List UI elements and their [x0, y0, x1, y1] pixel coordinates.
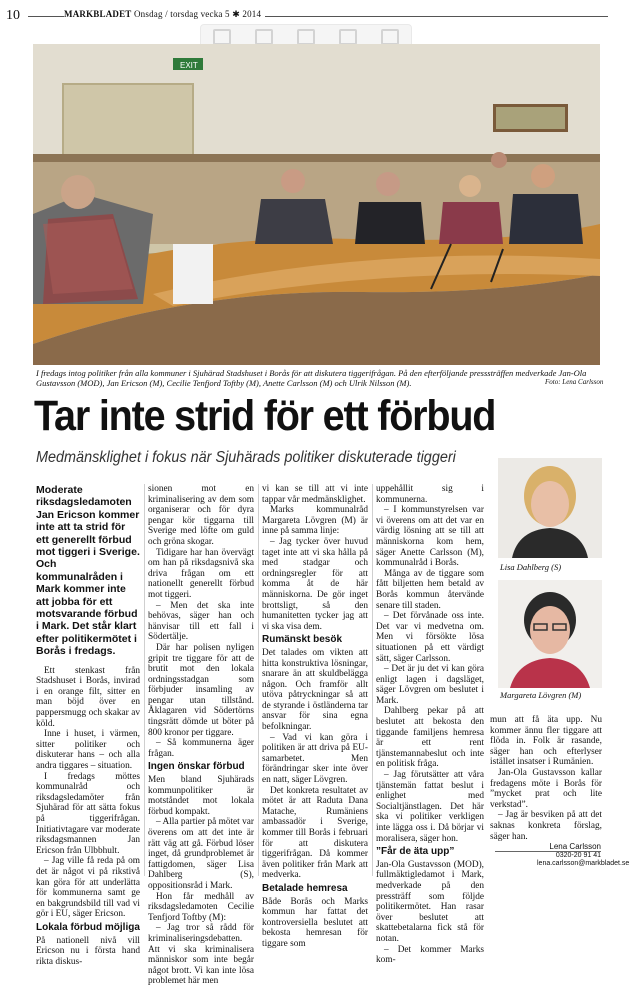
body-paragraph: – I kommunstyrelsen var vi överens om att det var en värdig lösning att se till att människorna kom hem, säger Anette Carlsson (M), kommunalråd i Borås.	[376, 505, 484, 569]
section-heading: Ingen önskar förbud	[148, 761, 245, 773]
photo-credit: Foto: Lena Carlsson	[545, 378, 604, 386]
body-paragraph: Men bland Sjuhärads kommunpolitiker är motståndet mot lokala förbud kompakt.	[148, 775, 254, 817]
column-divider	[258, 484, 259, 876]
body-paragraph: vi kan se till att vi inte tappar vår medmänsklighet.	[262, 484, 368, 505]
body-paragraph: – Alla partier på mötet var överens om att det inte är rätt väg att gå. Förbud löser inget, då grundproblemet är fattigdomen, säger Lisa Dahlberg (S), oppositionsråd i Mark.	[148, 817, 254, 891]
portrait-margareta-lovgren	[498, 580, 602, 688]
article-column-3	[262, 484, 368, 950]
layout-icon[interactable]	[297, 29, 315, 45]
headline: Tar inte strid för ett förbud	[34, 392, 496, 440]
body-paragraph: I fredags möttes kommunalråd och riksdagsledamöter från Sjuhärad för att sätta fokus på tiggerifrågan. Initiativtagare var moderate riksdagsmannen Jan Ericson från Ulbbhult.	[36, 771, 140, 856]
body-paragraph: uppehållit sig i kommunerna.	[376, 484, 484, 505]
portrait-lisa-dahlberg	[498, 458, 602, 558]
share-icon[interactable]	[339, 29, 357, 45]
masthead	[64, 9, 265, 20]
section-heading: Betalade hemresa	[262, 882, 348, 894]
body-paragraph: Där har polisen nyligen gripit tre tiggare för att de brutit mot den lokala ordningsstadgan som förbjuder insamling av pengar utan tillstånd. Åklagaren vid Södertörns tingsrätt dömde ut böter på 800 kronor per tiggare.	[148, 642, 254, 738]
body-paragraph: – Så kommunerna äger frågan.	[148, 738, 254, 759]
body-paragraph: Inne i huset, i värmen, sitter politiker och diskuterar hans – och alla andra tiggares – situation.	[36, 729, 140, 772]
author-email[interactable]: lena.carlsson@markbladet.se	[537, 860, 629, 867]
body-paragraph: Dahlberg pekar på att beslutet att bekosta den tiggande familjens hemresa är ett rent tjänstemannabeslut och inte en politisk fråga.	[376, 706, 484, 770]
subheadline: Medmänsklighet i fokus när Sjuhärads politiker diskuterade tiggeri	[36, 449, 456, 466]
page-number: 10	[6, 8, 20, 23]
body-paragraph: Hon får medhåll av riksdagsledamoten Cecilie Tenfjord Toftby (M):	[148, 891, 254, 923]
body-paragraph: – Jag förutsätter att våra tjänstemän fattat beslut i enlighet med Socialtjänstlagen. Det här ska vi politiker verkligen inte lägga oss i. Då börjar vi moralisera, säger hon.	[376, 770, 484, 844]
body-paragraph: Tidigare har han övervägt om han på riksdagsnivå ska driva frågan om ett nationellt generellt förbud mot tiggeri.	[148, 547, 254, 600]
body-paragraph: Jan-Ola Gustavsson kallar fredagens möte i Borås för ”mycket prat och lite verkstad”.	[490, 767, 602, 810]
portrait-caption: Margareta Lövgren (M)	[500, 690, 582, 700]
section-heading: Lokala förbud möjliga	[36, 921, 140, 933]
byline	[537, 842, 629, 869]
issue-date: Onsdag / torsdag vecka 5 ✱ 2014	[133, 9, 262, 19]
page-icon[interactable]	[213, 29, 231, 45]
portrait-caption: Lisa Dahlberg (S)	[500, 562, 562, 572]
body-paragraph: – Vad vi kan göra i politiken är att driva på EU-samarbetet. Men förändringar sker inte över en natt, säger Lövgren.	[262, 732, 368, 786]
body-paragraph: – Det är ju det vi kan göra enligt lagen i dagsläget, säger Lövgren om beslutet i Mark.	[376, 664, 484, 706]
body-paragraph: – Jag tror så rådd för kriminaliseringsdebatten. Att vi ska kriminalisera människor som inte begår något brott. Vi kan inte lösa problemet här men	[148, 923, 254, 987]
article-column-1	[36, 484, 140, 967]
exit-sign: EXIT	[180, 61, 198, 70]
article-column-2	[148, 484, 254, 987]
author-phone: 0320-20 91 41	[555, 851, 601, 859]
body-paragraph: Det konkreta resultatet av mötet är att Raduta Dana Matache, Rumäniens ambassadör i Sverige, kommer till Borås i februari för att diskutera tiggerifrågan. Då kommer även politiker från Mark att medverka.	[262, 785, 368, 881]
body-paragraph: Ett stenkast från Stadshuset i Borås, invirad i en orange filt, sitter en man böjd över en pappersmugg och skakar av köld.	[36, 665, 140, 729]
print-icon[interactable]	[255, 29, 273, 45]
body-paragraph: – Det förvånade oss inte. Det var vi medvetna om. Men vi försökte lösa situationen på ett värdigt sätt, säger Carlsson.	[376, 611, 484, 664]
body-paragraph: – Det kommer Marks kom-	[376, 944, 484, 966]
body-paragraph: – Men det ska inte behövas, säger han och hänvisar till ett fall i Södertälje.	[148, 600, 254, 643]
column-divider	[372, 484, 373, 876]
article-column-5	[490, 715, 602, 842]
body-paragraph: – Jag är besviken på att det saknas konkreta förslag, säger han.	[490, 810, 602, 842]
body-paragraph: mun att få äta upp. Nu kommer ännu fler tiggare att flöda in. Folk är rasande, säger han och efterlyser istället insatser i Rumänien.	[490, 715, 602, 768]
author-name: Lena Carlsson	[549, 842, 601, 851]
lead-paragraph: Moderate riksdagsledamoten Jan Ericson kommer inte att ta strid för ett generellt förbud mot tiggeri i Sverige. Och kommunalråden i Mark kommer inte att jobba för ett motsvarande förbud i Mark. Det står klart efter politikermötet i Borås i fredags.	[36, 484, 140, 658]
meeting-photo	[33, 44, 600, 365]
body-paragraph: Både Borås och Marks kommun har fattat det kontroversiella beslutet att bekosta hemresan för tiggare som	[262, 896, 368, 949]
publication-name: MARKBLADET	[64, 9, 132, 19]
tools-icon[interactable]	[381, 29, 399, 45]
body-paragraph: Det talades om vikten att hitta konstruktiva lösningar, snarare än att skuldbelägga någon. Och framför allt utöva påtryckningar så att de styrande i östländerna tar ansvar för sina egna befolkningar.	[262, 647, 368, 733]
body-paragraph: sionen mot en kriminalisering av dem som organiserar och för dyra pengar kör tiggarna till Sverige med löfte om guld och gröna skogar.	[148, 484, 254, 547]
photo-caption: I fredags intog politiker från alla kommuner i Sjuhärad Stadshuset i Borås för att diskutera tiggerifrågan. På den efterföljande presssträffen medverkade Jan-Ola Gustavsson (MOD), Jan Ericson (M), Cecilie Tenfjord Toftby (M), Anette Carlsson (M) och Ulrik Nilsson (M).	[36, 368, 587, 388]
body-paragraph: På nationell nivå vill Ericson nu i första hand rikta diskus-	[36, 935, 140, 967]
article-column-4	[376, 484, 484, 966]
section-heading: Rumänskt besök	[262, 634, 343, 646]
body-paragraph: – Jag ville få reda på om det är något vi på rikstivå kan göra för att underlätta för kommunerna samt ge en bakgrundsbild till vad vi gör i EU, säger Ericson.	[36, 856, 140, 920]
body-paragraph: – Jag tycker över huvud taget inte att vi ska hålla på med stadgar och ordningsregler för att komma åt de här människorna. De gör inget brottsligt, så den humanitetten tycker jag att vi ska visa dem.	[262, 536, 368, 632]
column-divider	[144, 484, 145, 876]
body-paragraph: Marks kommunalråd Margareta Lövgren (M) är inne på samma linje:	[262, 505, 368, 537]
body-paragraph: Jan-Ola Gustavsson (MOD), fullmäktigledamot i Mark, medverkade på den pressträff som följde politikermötet. Han rasar över beslutet att skattebetalarna fick stå för notan.	[376, 859, 484, 944]
section-heading: ”Får de äta upp”	[376, 846, 455, 858]
body-paragraph: Många av de tiggare som fått biljetten hem betald av Borås kommun återvände senare till staden.	[376, 568, 484, 611]
